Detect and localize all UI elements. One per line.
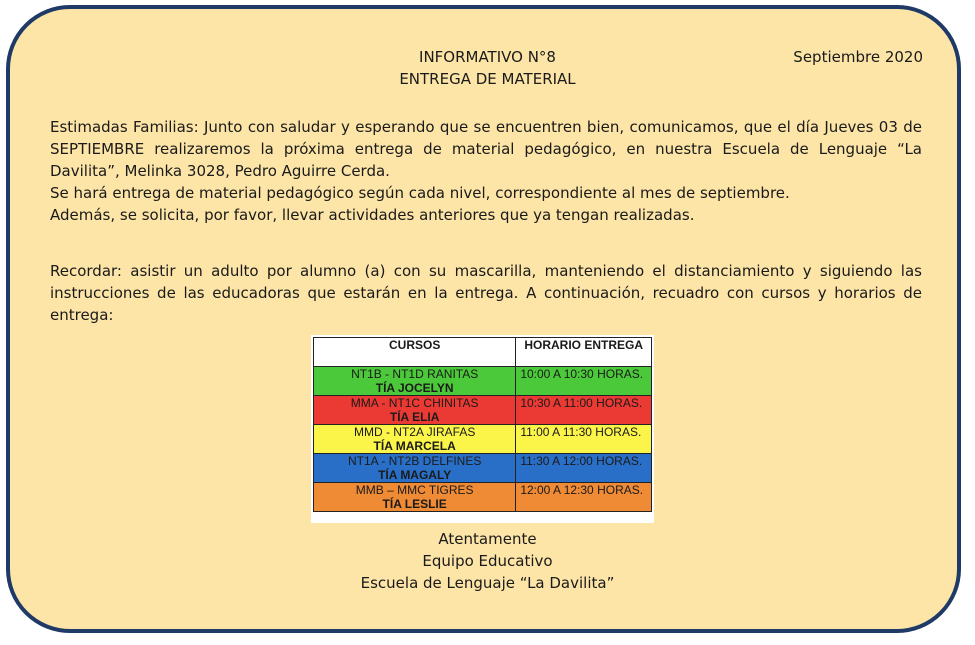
header-cursos: CURSOS	[314, 338, 516, 367]
signature-block	[0, 528, 975, 594]
intro-sentence: Estimadas Familias: Junto con saludar y esperando que se encuentren bien, comunicamos, que el día Jueves 03 de SEPTIEMBRE realizaremos la próxima entrega de material pedagógico, en nuestra Escuela de Lenguaje “La Davilita”, Melinka 3028, Pedro Aguirre Cerda.	[50, 118, 922, 180]
table-row	[314, 396, 652, 425]
schedule-table	[311, 335, 654, 523]
teacher-name: TÍA MAGALY	[378, 468, 452, 482]
notice-date: Septiembre 2020	[793, 48, 923, 66]
intro-paragraph	[50, 116, 922, 226]
course-name: MMA - NT1C CHINITAS	[350, 396, 479, 410]
time-cell: 10:00 A 10:30 HORAS.	[516, 367, 652, 396]
course-name: NT1B - NT1D RANITAS	[351, 367, 479, 381]
table-row	[314, 425, 652, 454]
intro-sentence: Se hará entrega de material pedagógico según cada nivel, correspondiente al mes de septiembre.	[50, 184, 790, 202]
time-cell: 11:00 A 11:30 HORAS.	[516, 425, 652, 454]
signature-line: Equipo Educativo	[422, 552, 553, 570]
course-cell	[314, 367, 516, 396]
time-cell: 10:30 A 11:00 HORAS.	[516, 396, 652, 425]
table-row	[314, 454, 652, 483]
table-header-row	[314, 338, 652, 367]
course-name: NT1A - NT2B DELFINES	[347, 454, 482, 468]
notice-title: INFORMATIVO N°8	[419, 48, 556, 66]
header-horario: HORARIO ENTREGA	[516, 338, 652, 367]
time-cell: 11:30 A 12:00 HORAS.	[516, 454, 652, 483]
intro-sentence: Además, se solicita, por favor, llevar actividades anteriores que ya tengan realizadas.	[50, 206, 695, 224]
reminder-paragraph: Recordar: asistir un adulto por alumno (a) con su mascarilla, manteniendo el distanciamiento y siguiendo las instrucciones de las educadoras que estarán en la entrega. A continuación, recuadro con cursos y horarios de entrega:	[50, 262, 922, 324]
notice-subtitle: ENTREGA DE MATERIAL	[399, 70, 576, 88]
teacher-name: TÍA MARCELA	[373, 439, 456, 453]
course-cell	[314, 425, 516, 454]
signature-line: Atentamente	[438, 530, 537, 548]
teacher-name: TÍA JOCELYN	[375, 381, 454, 395]
time-cell: 12:00 A 12:30 HORAS.	[516, 483, 652, 512]
course-cell	[314, 454, 516, 483]
course-cell	[314, 396, 516, 425]
teacher-name: TÍA LESLIE	[382, 497, 447, 511]
table-row	[314, 483, 652, 512]
course-name: MMD - NT2A JIRAFAS	[353, 425, 476, 439]
signature-line: Escuela de Lenguaje “La Davilita”	[360, 574, 615, 592]
teacher-name: TÍA ELIA	[389, 410, 440, 424]
course-cell	[314, 483, 516, 512]
table-row	[314, 367, 652, 396]
course-name: MMB – MMC TIGRES	[355, 483, 474, 497]
